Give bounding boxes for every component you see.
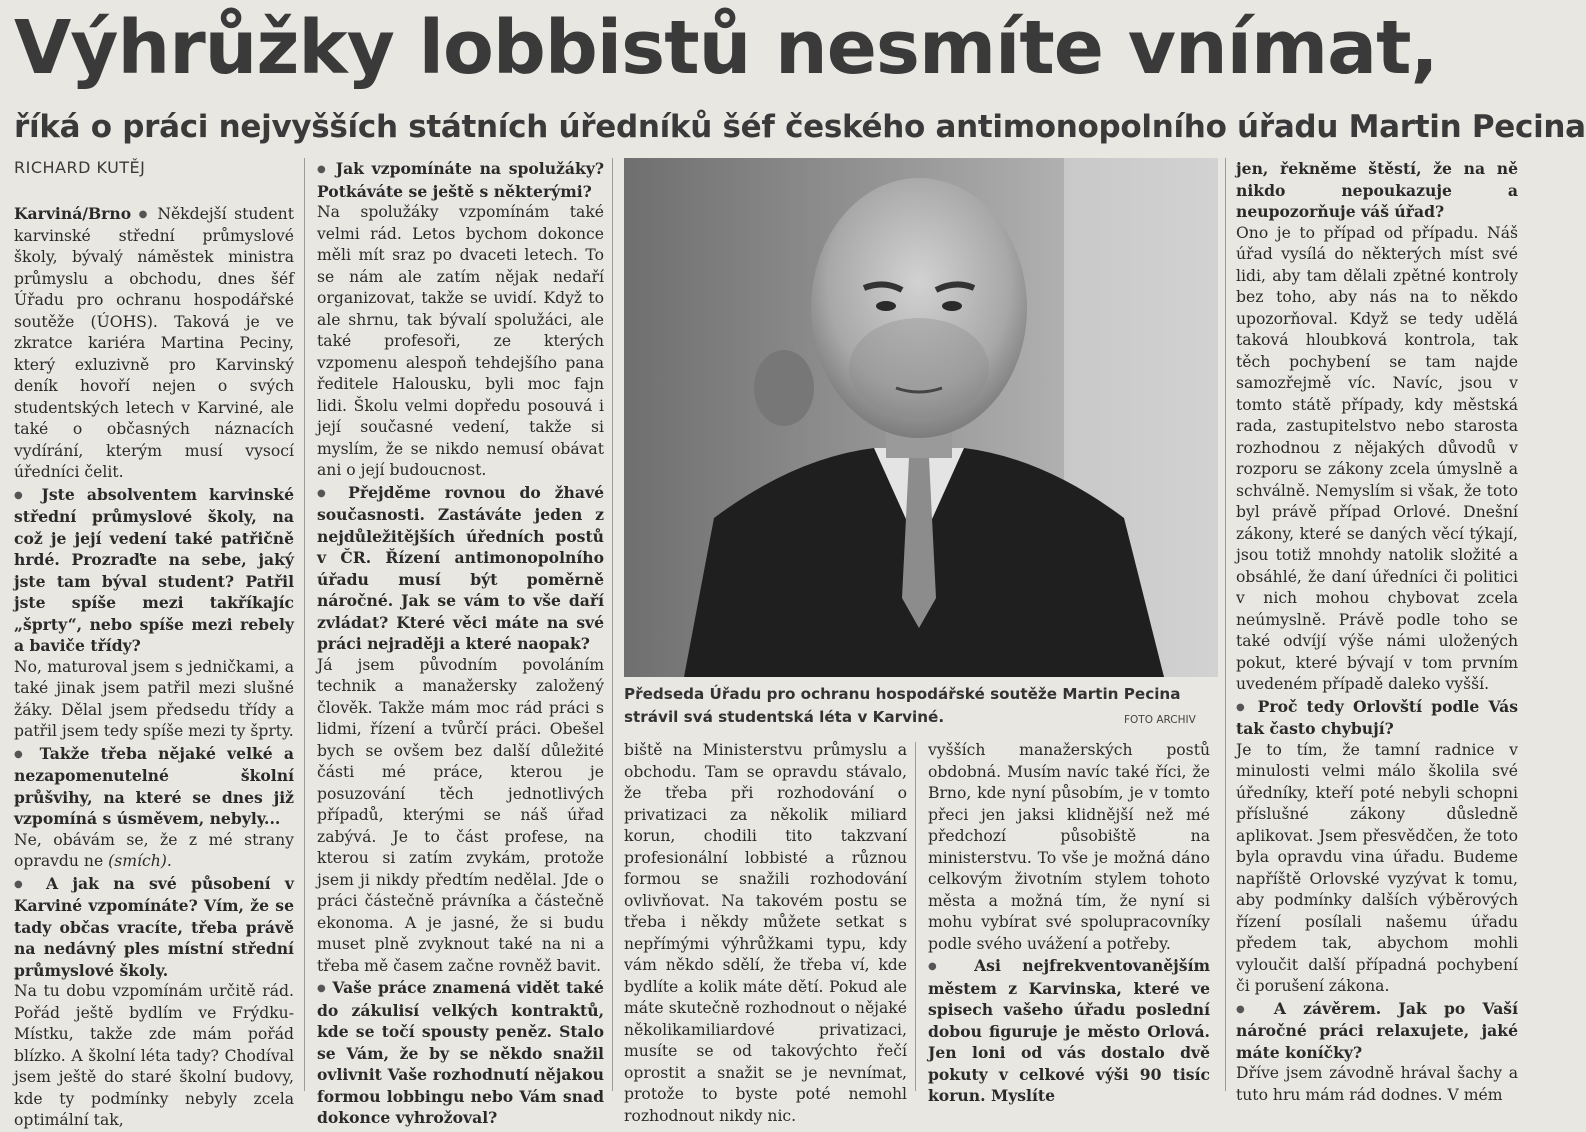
answer [14, 830, 294, 873]
article-column-5 [1236, 158, 1519, 1104]
bullet-icon: ● [317, 164, 328, 175]
bullet-icon: ● [317, 983, 327, 994]
question-text: Asi nejfrekventovanějším městem z Karvinska, které ve spisech vašeho úřadu poslední dobou figuruje je město Orlová. Jen loni od vás dostalo dvě pokuty v celkové výši 90 tisíc korun. Myslíte [928, 956, 1210, 1105]
answer: No, maturoval jsem s jedničkami, a také jinak jsem patřil mezi slušné žáky. Dělal jsem předsedu třídy a patřil jsem tedy spíše mezi ty šprty. [14, 657, 294, 740]
answer: Na tu dobu vzpomínám určitě rád. Pořád ještě bydlím ve Frýdku-Místku, takže zde mám pořád blízko. A školní léta tady? Chodíval jsem ještě do staré školní budovy, kde ty podmínky nebyly zcela optimální tak, [14, 982, 294, 1129]
answer: biště na Ministerstvu průmyslu a obchodu. Tam se opravdu stávalo, že třeba při rozhodování o privatizaci za několik miliard korun, chodili tito takzvaní profesionální lobbisté a různou formou se snažili rozhodování ovlivňovat. Na takovém postu se třeba i někdy můžete setkat s nepřímými výhrůžkami typu, kdy vám někdo sdělí, že třeba ví, kde bydlíte a kolik máte dětí. Pokud ale máte skutečně rozhodnout o nějaké několikamiliardové privatizaci, musíte se od takovýchto řečí oprostit a snažit se je nevnímat, protože to byste poté nemohl rozhodnout nikdy nic. [624, 741, 907, 1125]
lead-paragraph [14, 203, 294, 484]
question-text: Takže třeba nějaké velké a nezapomenutelné školní průšvihy, na které se dnes již vzpomíná s úsměvem, nebyly... [14, 743, 294, 828]
lead-text: Někdejší student karvinské střední průmyslové školy, bývalý náměstek ministra průmyslu a obchodu, dnes šéf Úřadu pro ochranu hospodářské soutěže (ÚOHS). Taková je ve zkratce kariéra Martina Peciny, který exluzivně pro Karvinský deník hovoří nejen o svých studentských letech v Karviné, ale také o občasných náznacích vydírání, kterým musí vysocí úředníci čelit. [14, 205, 294, 481]
article-column-3 [624, 740, 907, 1125]
answer: Je to tím, že tamní radnice v minulosti velmi málo školila své úředníky, kteří poté nebyli schopni příslušné zákony důsledně aplikovat. Jsem přesvědčen, že toto byla opravdu vina úřadu. Budeme napříště Orlovské vyzývat k tomu, aby podmínky dalších výběrových řízení posílali našemu úřadu předem tak, abychom mohli vyloučit další případná pochybení či porušení zákona. [1236, 740, 1518, 995]
question [317, 977, 604, 1129]
dateline: Karviná/Brno [14, 204, 132, 223]
question-text: A jak na své působení v Karviné vzpomínáte? Vím, že se tady občas vracíte, třeba právě na nedávný ples místní střední průmyslové školy. [14, 873, 294, 980]
question [1236, 696, 1518, 740]
question [1236, 998, 1518, 1064]
subheadline: říká o práci nejvyšších státních úředníků šéf českého antimonopolního úřadu Martin Pecina [14, 109, 1586, 145]
article-column-4 [928, 740, 1210, 1105]
question [317, 482, 604, 655]
question [14, 873, 294, 982]
column-rule [304, 158, 305, 1091]
column-rule [612, 158, 613, 1091]
question [317, 158, 604, 202]
question [14, 743, 294, 830]
bullet-icon: ● [14, 878, 32, 890]
question: jen, řekněme štěstí, že na ně nikdo nepoukazuje a neupozorňuje váš úřad? [1236, 159, 1518, 221]
answer: Ono je to případ od případu. Náš úřad vysílá do některých míst své lidi, aby tam dělali zpětné kontroly bez toho, aby nás na to někdo upozorňoval. Když se tedy udělá taková hloubková kontrola, tak těch pochybení se tam najde samozřejmě víc. Navíc, jsou v tomto státě případy, kdy městská rada, zastupitelstvo nebo starosta rozhodnou z nějakých důvodů v rozporu se zákony zcela úmyslně a schválně. Nemyslím si však, že toto byl právě případ Orlové. Dnešní zákony, které se daných věcí týkají, jsou totiž mnohdy natolik složité a obsáhlé, že daní úředníci či politici v nich mohou chybovat zcela neúmyslně. Právě podle toho se také odvíjí výše námi uložených pokut, které bývají v tom prvním uvedeném případě daleko vyšší. [1236, 223, 1518, 693]
portrait-photo [624, 158, 1218, 677]
photo-caption: Předseda Úřadu pro ochranu hospodářské soutěže Martin Pecina strávil svá studentská léta v Karviné. [624, 685, 1181, 726]
question-text: Jak vzpomínáte na spolužáky? Potkáváte se ještě s některými? [317, 159, 605, 201]
question-text: Jste absolventem karvinské střední průmyslové školy, na což je její vedení také patřičně hrdé. Prozraďte na sebe, jaký jste tam býval student? Patřil jste spíše mezi takříkajíc „šprty“, nebo spíše mezi rebely a baviče třídy? [14, 484, 294, 655]
answer: Já jsem původním povoláním technik a manažersky založený člověk. Takže mám moc rád práci s lidmi, řízení a tvůrčí práci. Obešel bych se ovšem bez další důležité části mé práce, kterou je posuzování těch jednotlivých případů, kterými se náš úřad zabývá. Je to část profese, na kterou si zatím zvykám, protože jsem ji nikdy předtím nedělal. Jde o práci částečně právníka a částečně ekonoma. A je jasné, že si budu muset plně zvyknout také na ni a třeba mě časem začne rovněž bavit. [317, 655, 604, 975]
question [14, 484, 294, 657]
column-rule [915, 742, 916, 1091]
answer: Na spolužáky vzpomínám také velmi rád. Letos bychom dokonce měli mít sraz po dvaceti letech. To se nám ale zatím nějak nedaří organizovat, takže se uvidí. Když to ale shrnu, tak bývalí spolužáci, ale také profesoři, ze kterých vzpomenu alespoň tehdejšího pana ředitele Halousku, byli moc fajn lidi. Školu velmi dopředu posouvá i její současné vedení, takže si myslím, že se nikdo nemusí obávat ani o její budoucnost. [317, 203, 604, 479]
smile-note: (smích). [108, 852, 172, 870]
column-rule [1225, 158, 1226, 1091]
question-text: Vaše práce znamená vidět také do zákulisí velkých kontraktů, kde se točí spousty peněz. Stalo se Vám, že by se někdo snažil ovlivnit Vaše rozhodnutí nějakou formou lobbingu nebo Vám snad dokonce vyhrožoval? [317, 978, 604, 1127]
article-column-2 [317, 158, 605, 1127]
bullet-icon: ● [14, 748, 29, 760]
bullet-icon: ● [928, 961, 953, 972]
bullet-icon: ● [1236, 701, 1249, 713]
question-text: Proč tedy Orlovští podle Vás tak často chybují? [1236, 696, 1518, 738]
bullet-icon: ● [14, 489, 30, 501]
portrait-image [624, 158, 1218, 677]
article-column-1 [14, 203, 294, 1129]
bullet-icon: ● [138, 209, 150, 220]
bullet-icon: ● [1236, 1003, 1257, 1015]
bullet-icon: ● [317, 487, 335, 499]
question-text: A závěrem. Jak po Vaší náročné práci relaxujete, jaké máte koníčky? [1236, 998, 1519, 1062]
headline: Výhrůžky lobbistů nesmíte vnímat, [14, 5, 1438, 91]
photo-credit: FOTO ARCHIV [1124, 714, 1196, 726]
question [928, 955, 1210, 1107]
question-text: Přejděme rovnou do žhavé současnosti. Zastáváte jeden z nejdůležitějších úředních postů v ČR. Řízení antimonopolního úřadu musí být poměrně náročné. Jak se vám to vše daří zvládat? Které věci máte na své práci nejraději a které naopak? [317, 482, 604, 653]
answer: Dříve jsem závodně hrával šachy a tuto hru mám rád dodnes. V mém [1236, 1064, 1518, 1104]
byline: RICHARD KUTĚJ [14, 158, 146, 177]
answer-text: Ne, obávám se, že z mé strany opravdu ne [14, 830, 294, 870]
answer: vyšších manažerských postů obdobná. Musím navíc také říci, že Brno, kde nyní působím, je v tomto přeci jen jaksi klidnější než mé předchozí působiště na ministerstvu. To vše je možná dáno celkovým životním stylem tohoto města a možná tím, že nyní si mohu vybírat své spolupracovníky podle svého uvážení a potřeby. [928, 741, 1210, 953]
